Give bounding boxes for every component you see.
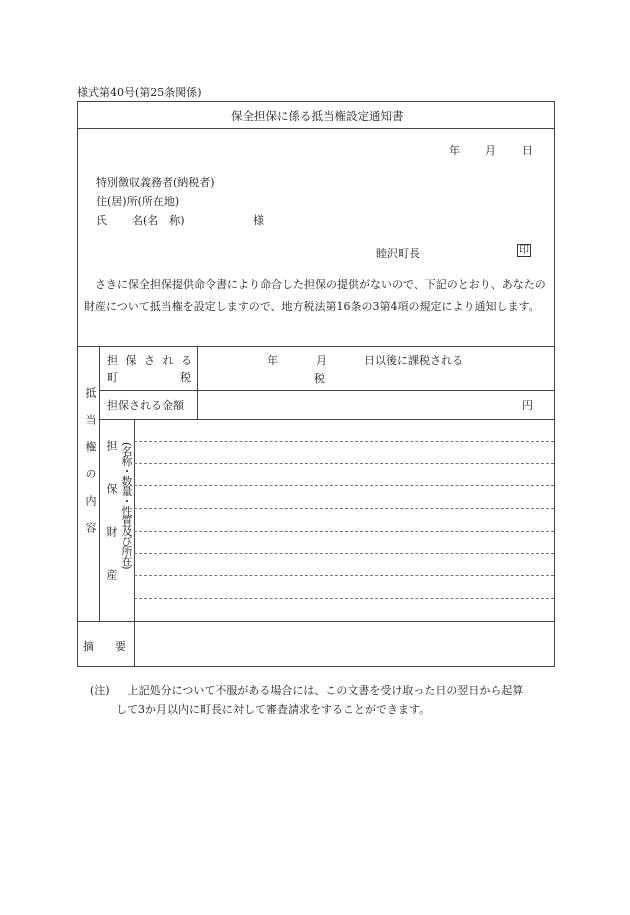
row4-divider bbox=[77, 621, 555, 622]
row3-label: 担保財産 bbox=[105, 440, 118, 612]
row1-year: 年 bbox=[267, 354, 278, 367]
row1-divider bbox=[99, 390, 555, 391]
footnote bbox=[90, 681, 550, 719]
notice-body bbox=[84, 274, 550, 318]
row1-col-divider bbox=[197, 346, 198, 419]
row4-col-divider bbox=[134, 621, 135, 667]
property-line-5 bbox=[134, 531, 554, 532]
row4-label-1: 摘 bbox=[83, 640, 94, 653]
footnote-line-2: して3か月以内に町長に対して審査請求をすることができます。 bbox=[116, 703, 431, 716]
form-number: 様式第40号(第25条関係) bbox=[77, 86, 202, 99]
row2-label: 担保される金額 bbox=[107, 399, 184, 412]
date-year: 年 bbox=[449, 144, 460, 157]
footnote-prefix: (注) bbox=[90, 684, 110, 697]
addressee-honorific: 様 bbox=[253, 214, 264, 227]
property-line-3 bbox=[134, 485, 554, 486]
property-line-4 bbox=[134, 508, 554, 509]
title-divider bbox=[77, 128, 555, 129]
section-label: 抵当権の内容 bbox=[84, 387, 97, 549]
row1-label-tax: 税 bbox=[180, 371, 191, 384]
row1-label-top: 担 保 さ れ る bbox=[107, 354, 194, 367]
row2-unit: 円 bbox=[522, 399, 533, 412]
date-day: 日 bbox=[522, 144, 533, 157]
row3-col-divider bbox=[134, 419, 135, 621]
row3-sublabel: (名称・数量・性質及び所在) bbox=[120, 442, 133, 569]
addressee-address: 住(居)所(所在地) bbox=[96, 195, 180, 208]
row1-label-town: 町 bbox=[107, 371, 118, 384]
property-line-7 bbox=[134, 575, 554, 576]
footnote-line-1: 上記処分について不服がある場合には、この文書を受け取った日の翌日から起算 bbox=[127, 684, 524, 697]
date-month: 月 bbox=[485, 144, 496, 157]
property-line-2 bbox=[134, 463, 554, 464]
section-label-divider bbox=[99, 346, 100, 621]
property-line-8 bbox=[134, 598, 554, 599]
addressee-name-label-2: 名(名 称) bbox=[132, 214, 185, 227]
property-line-1 bbox=[134, 441, 554, 442]
row1-tax: 税 bbox=[314, 372, 325, 385]
row2-divider bbox=[99, 419, 555, 420]
section-divider bbox=[77, 346, 555, 347]
form-title: 保全担保に係る抵当権設定通知書 bbox=[231, 109, 404, 123]
issuer-name: 睦沢町長 bbox=[376, 247, 420, 260]
property-line-6 bbox=[134, 553, 554, 554]
row4-label-2: 要 bbox=[115, 640, 126, 653]
row1-month: 月 bbox=[316, 354, 327, 367]
addressee-name-label-1: 氏 bbox=[96, 214, 107, 227]
seal-mark: 印 bbox=[519, 245, 529, 256]
row1-day-text: 日以後に課税される bbox=[364, 354, 463, 367]
addressee-role: 特別徴収義務者(納税者) bbox=[96, 176, 215, 189]
notice-body-text: さきに保全担保提供命令書により命合した担保の提供がないので、下記のとおり、あなたの財産について抵当権を設定しますので、地方税法第16条の3第4項の規定により通知します。 bbox=[84, 278, 546, 313]
